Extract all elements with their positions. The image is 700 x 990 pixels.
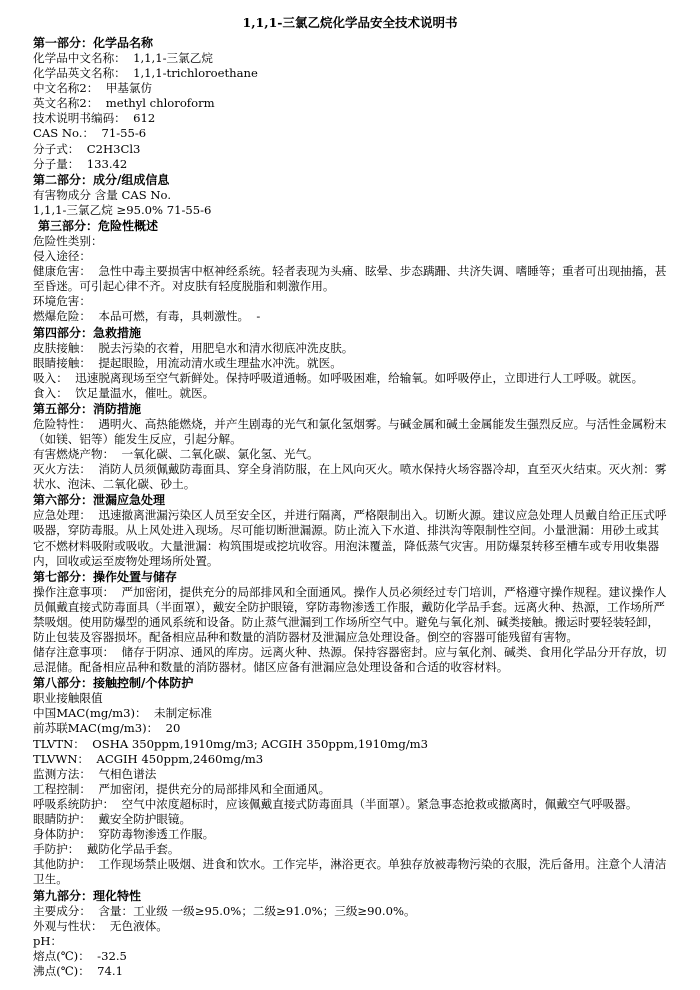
section-line: 1,1,1-三氯乙烷 ≥95.0% 71-55-6 xyxy=(33,202,212,217)
section-line: 操作注意事项： 严加密闭，提供充分的局部排风和全面通风。操作人员必须经过专门培训，严格遵守操作规程。建议操作人员佩戴直接式防毒面具（半面罩），戴安全防护眼镜，穿防毒物渗透工作服，戴防化学品手套。远离火种、热源，工作场所严禁吸烟。使用防爆型的通风系统和设备。防止蒸气泄漏到工作场所空气中。避免与氧化剂、碱类接触。搬运时要轻装轻卸，防止包装及容器损坏。配备相应品种和数量的消防器材及泄漏应急处理设备。倒空的容器可能残留有害物。 xyxy=(33,584,667,644)
section-line: 应急处理： 迅速撤离泄漏污染区人员至安全区，并进行隔离，严格限制出入。切断火源。建议应急处理人员戴自给正压式呼吸器，穿防毒服。从上风处进入现场。尽可能切断泄漏源。防止流入下水道、排洪沟等限制性空间。小量泄漏：用砂土或其它不燃材料吸附或吸收。大量泄漏：构筑围堤或挖坑收容。用泡沫覆盖，降低蒸气灾害。用防爆泵转移至槽车或专用收集器内，回收或运至废物处理场所处置。 xyxy=(33,508,667,568)
section-line: 化学品中文名称： 1,1,1-三氯乙烷 xyxy=(33,51,213,65)
section-heading: 第一部分：化学品名称 xyxy=(33,36,154,50)
section-line: 沸点(℃)： 74.1 xyxy=(33,963,123,978)
section-line: 英文名称2： methyl chloroform xyxy=(33,96,215,111)
section-line: 身体防护： 穿防毒物渗透工作服。 xyxy=(33,827,215,842)
section-line: 中文名称2： 甲基氯仿 xyxy=(33,81,153,96)
section-heading: 第三部分：危险性概述 xyxy=(38,218,159,233)
document-page xyxy=(33,14,667,979)
section-line: 分子式： C2H3Cl3 xyxy=(33,141,141,156)
section-heading: 第八部分：接触控制/个体防护 xyxy=(33,676,194,691)
section-heading: 第六部分：泄漏应急处理 xyxy=(33,493,166,508)
section-line: 燃爆危险： 本品可燃，有毒，具刺激性。 - xyxy=(33,309,261,324)
section-line: 健康危害： 急性中毒主要损害中枢神经系统。轻者表现为头痛、眩晕、步态蹒跚、共济失调、嗜睡等；重者可出现抽搐，甚至昏迷。可引起心律不齐。对皮肤有轻度脱脂和刺激作用。 xyxy=(33,264,667,294)
section-line: 侵入途径： xyxy=(33,249,91,264)
sections-container xyxy=(33,35,667,979)
section-line: 眼睛接触： 提起眼睑，用流动清水或生理盐水冲洗。就医。 xyxy=(33,355,342,370)
section-line: 监测方法： 气相色谱法 xyxy=(33,766,157,781)
section-heading: 第七部分：操作处置与储存 xyxy=(33,569,178,584)
section-9 xyxy=(33,888,667,979)
section-line: 环境危害： xyxy=(33,294,91,309)
section-7 xyxy=(33,569,667,676)
section-line: 熔点(℃)： -32.5 xyxy=(33,948,127,963)
section-line: 前苏联MAC(mg/m3)： 20 xyxy=(33,721,181,736)
section-line: 吸入： 迅速脱离现场至空气新鲜处。保持呼吸道通畅。如呼吸困难，给输氧。如呼吸停止，立即进行人工呼吸。就医。 xyxy=(33,370,644,385)
section-heading: 第二部分：成分/组成信息 xyxy=(33,172,170,187)
section-heading: 第五部分：消防措施 xyxy=(33,401,142,416)
section-line: TLVWN： ACGIH 450ppm,2460mg/m3 xyxy=(33,751,264,766)
section-line: 技术说明书编码： 612 xyxy=(33,111,156,126)
section-4 xyxy=(33,325,667,401)
section-line: 外观与性状： 无色液体。 xyxy=(33,918,168,933)
section-8 xyxy=(33,675,667,887)
section-line: TLVTN： OSHA 350ppm,1910mg/m3; ACGIH 350ppm,1910mg/m3 xyxy=(33,736,429,751)
section-line: 灭火方法： 消防人员须佩戴防毒面具、穿全身消防服，在上风向灭火。喷水保持火场容器冷却，直至灭火结束。灭火剂：雾状水、泡沫、二氧化碳、砂土。 xyxy=(33,462,667,492)
section-line: 有害物成分 含量 CAS No. xyxy=(33,187,172,202)
section-line: 工程控制： 严加密闭，提供充分的局部排风和全面通风。 xyxy=(33,781,331,796)
section-line: 储存注意事项： 储存于阴凉、通风的库房。远离火种、热源。保持容器密封。应与氧化剂、碱类、食用化学品分开存放，切忌混储。配备相应品种和数量的消防器材。储区应备有泄漏应急处理设备和合适的收容材料。 xyxy=(33,645,667,675)
section-1 xyxy=(33,35,667,172)
section-line: 分子量： 133.42 xyxy=(33,156,128,171)
document-title: 1,1,1-三氯乙烷化学品安全技术说明书 xyxy=(242,15,458,30)
section-line: 有害燃烧产物： 一氧化碳、二氧化碳、氯化氢、光气。 xyxy=(33,447,319,462)
section-line: 其他防护： 工作现场禁止吸烟、进食和饮水。工作完毕，淋浴更衣。单独存放被毒物污染的衣服，洗后备用。注意个人清洁卫生。 xyxy=(33,857,667,887)
section-line: 皮肤接触： 脱去污染的衣着，用肥皂水和清水彻底冲洗皮肤。 xyxy=(33,340,354,355)
section-line: 化学品英文名称： 1,1,1-trichloroethane xyxy=(33,66,258,81)
section-6 xyxy=(33,492,667,568)
section-line: 危险特性： 遇明火、高热能燃烧，并产生剧毒的光气和氯化氢烟雾。与碱金属和碱土金属能发生强烈反应。与活性金属粉末（如镁、铝等）能发生反应，引起分解。 xyxy=(33,416,667,446)
section-line: pH： xyxy=(33,933,63,948)
section-heading: 第九部分：理化特性 xyxy=(33,888,142,903)
section-2 xyxy=(33,172,667,218)
section-3 xyxy=(33,218,667,325)
section-line: 中国MAC(mg/m3)： 未制定标准 xyxy=(33,706,212,721)
section-line: 手防护： 戴防化学品手套。 xyxy=(33,842,180,857)
section-line: 职业接触限值 xyxy=(33,691,103,706)
section-heading: 第四部分：急救措施 xyxy=(33,325,142,340)
section-line: 呼吸系统防护： 空气中浓度超标时，应该佩戴直接式防毒面具（半面罩）。紧急事态抢救或撤离时，佩戴空气呼吸器。 xyxy=(33,796,638,811)
section-line: 食入： 饮足量温水，催吐。就医。 xyxy=(33,385,215,400)
section-line: 危险性类别： xyxy=(33,233,103,248)
section-line: 眼睛防护： 戴安全防护眼镜。 xyxy=(33,812,192,827)
section-line: 主要成分： 含量：工业级 一级≥95.0%；二级≥91.0%；三级≥90.0%。 xyxy=(33,903,416,918)
section-line: CAS No.： 71-55-6 xyxy=(33,126,147,141)
section-5 xyxy=(33,401,667,492)
